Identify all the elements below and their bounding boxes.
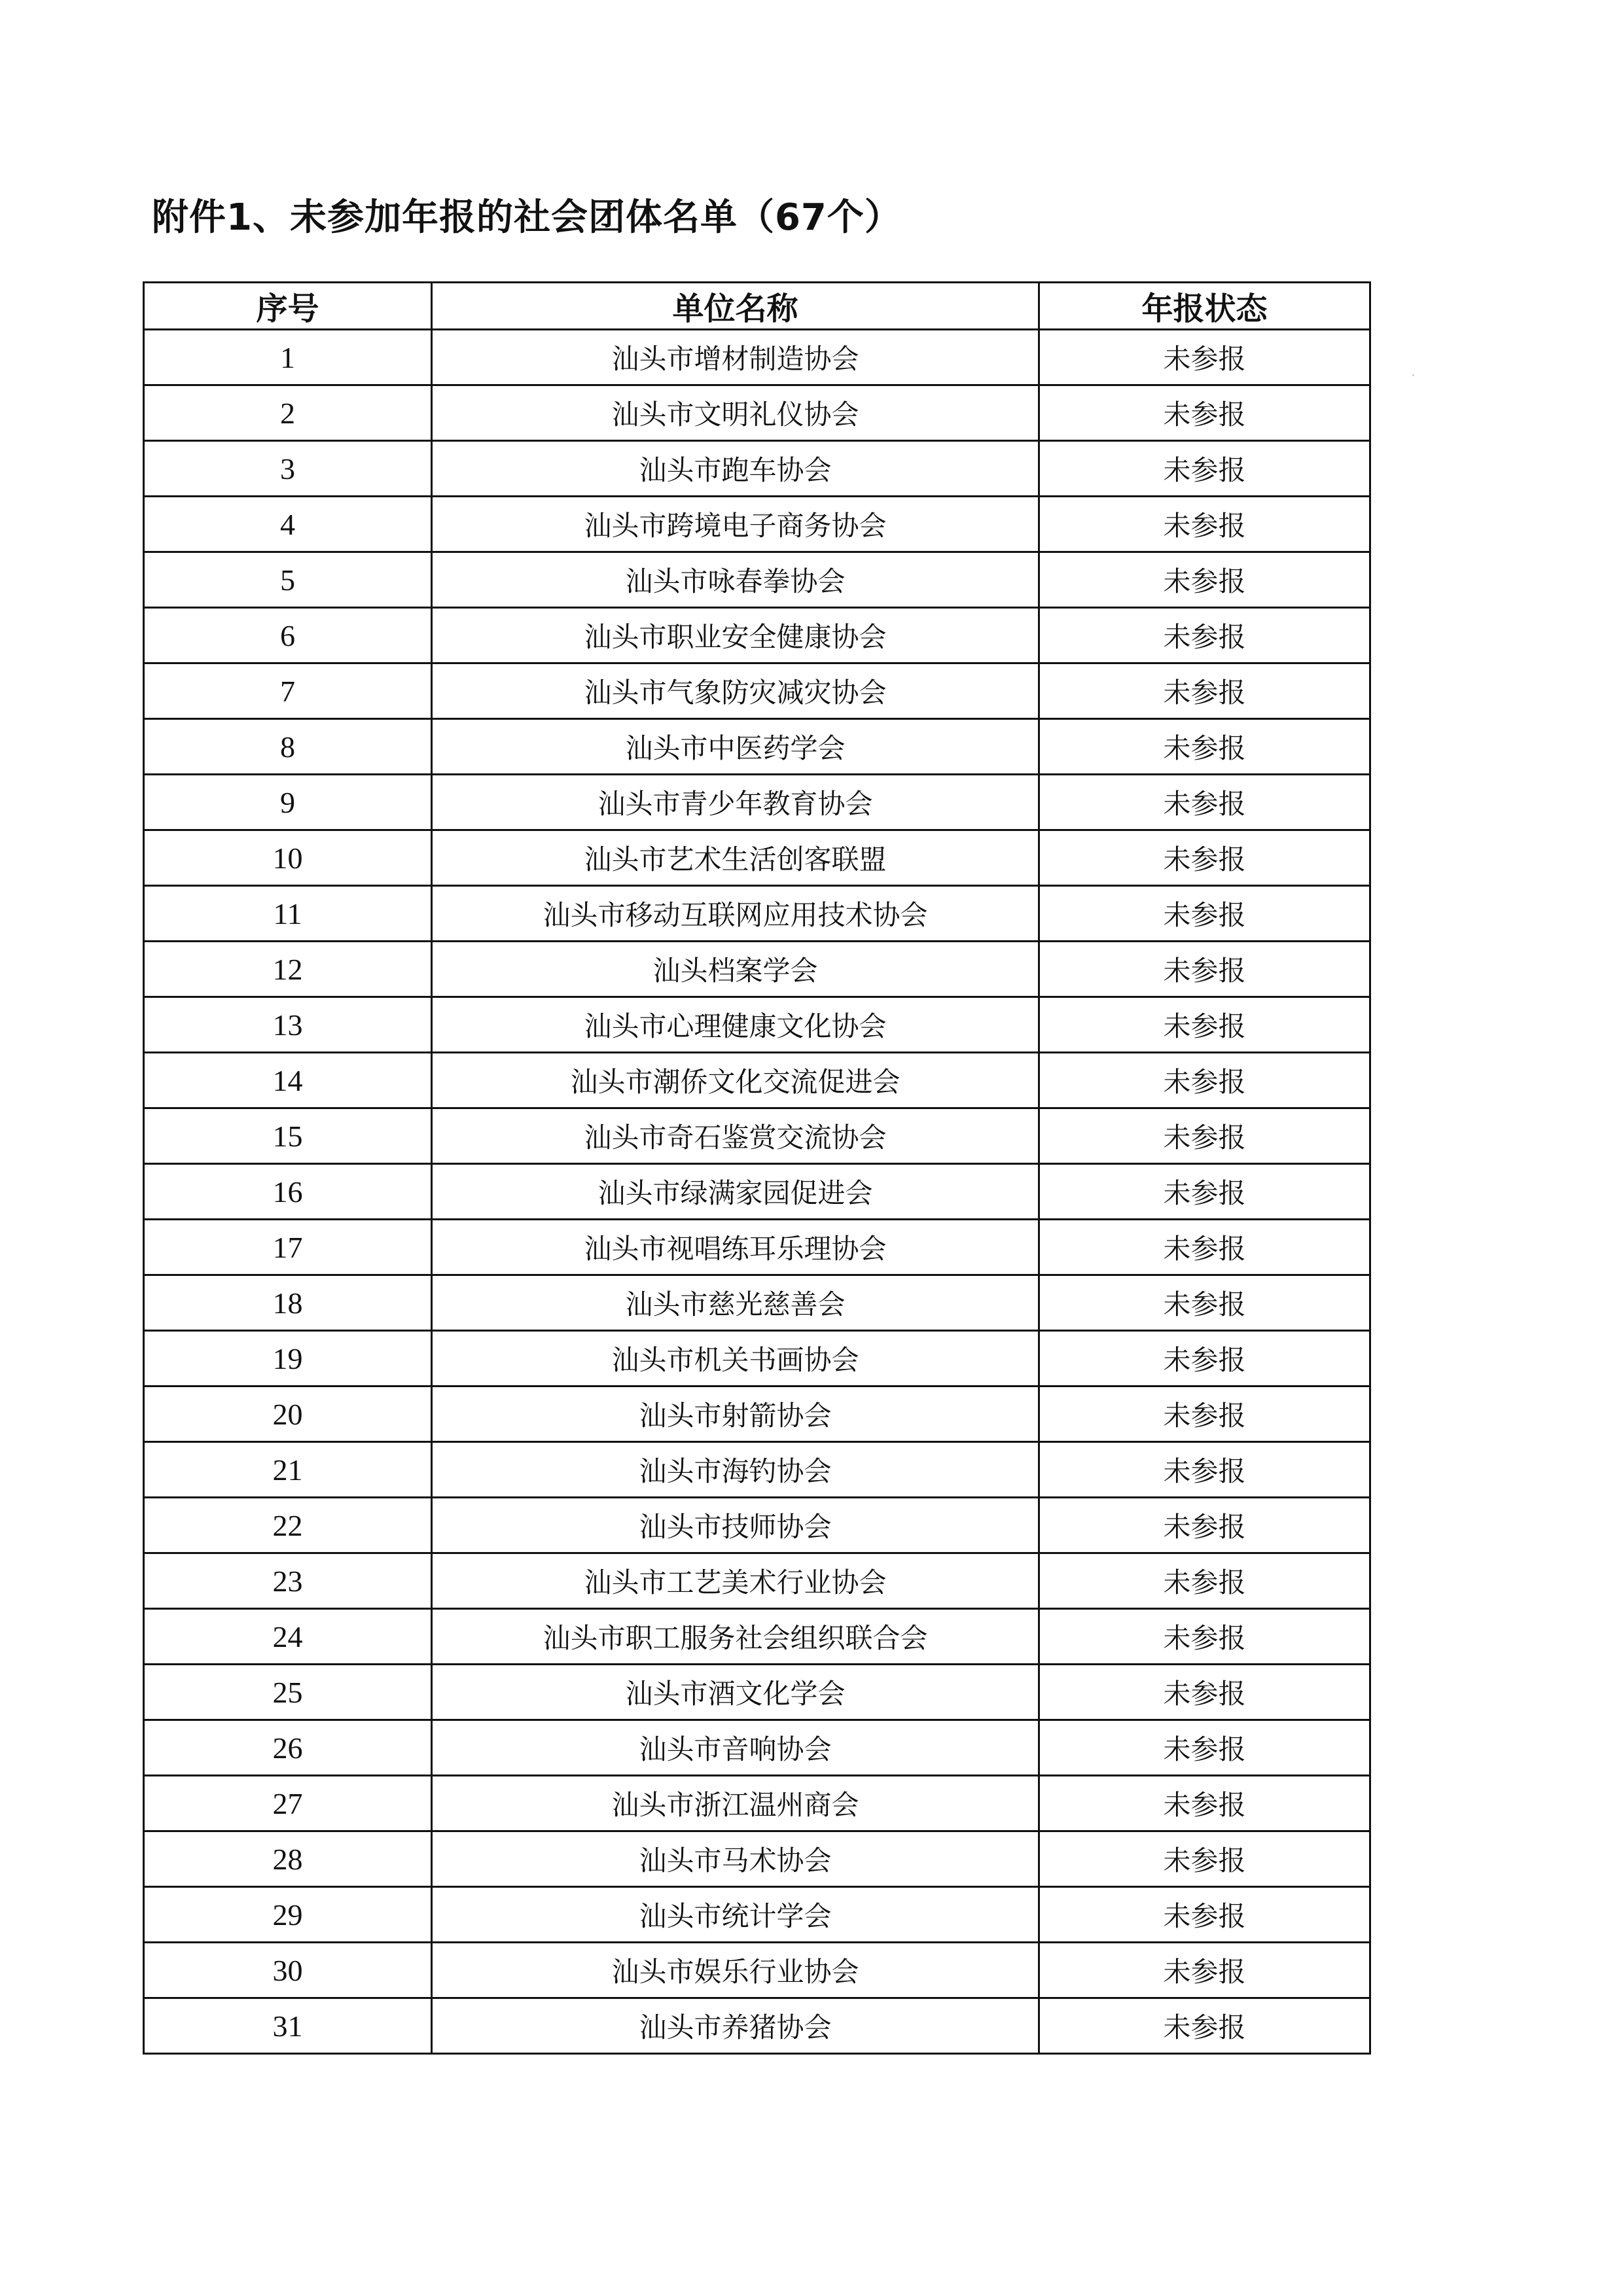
row-organization-name: 汕头市移动互联网应用技术协会 bbox=[432, 886, 1039, 942]
table-row bbox=[144, 719, 1370, 775]
row-seq: 8 bbox=[144, 719, 432, 775]
table-row bbox=[144, 1831, 1370, 1887]
row-report-status: 未参报 bbox=[1039, 1108, 1370, 1164]
row-organization-name: 汕头市中医药学会 bbox=[432, 719, 1039, 775]
row-organization-name: 汕头市视唱练耳乐理协会 bbox=[432, 1220, 1039, 1275]
table-row bbox=[144, 830, 1370, 886]
header-status: 年报状态 bbox=[1039, 283, 1370, 330]
row-organization-name: 汕头市酒文化学会 bbox=[432, 1665, 1039, 1720]
row-report-status: 未参报 bbox=[1039, 1776, 1370, 1831]
row-seq: 4 bbox=[144, 497, 432, 552]
row-seq: 20 bbox=[144, 1386, 432, 1442]
table-row bbox=[144, 1220, 1370, 1275]
row-organization-name: 汕头市马术协会 bbox=[432, 1831, 1039, 1887]
row-organization-name: 汕头市增材制造协会 bbox=[432, 330, 1039, 385]
table-row bbox=[144, 886, 1370, 942]
row-seq: 30 bbox=[144, 1943, 432, 1998]
row-seq: 3 bbox=[144, 441, 432, 497]
row-organization-name: 汕头市海钓协会 bbox=[432, 1442, 1039, 1498]
row-organization-name: 汕头市机关书画协会 bbox=[432, 1331, 1039, 1386]
table-row bbox=[144, 1108, 1370, 1164]
row-report-status: 未参报 bbox=[1039, 552, 1370, 608]
row-report-status: 未参报 bbox=[1039, 385, 1370, 441]
row-organization-name: 汕头市气象防灾减灾协会 bbox=[432, 663, 1039, 719]
row-organization-name: 汕头市职工服务社会组织联合会 bbox=[432, 1609, 1039, 1665]
row-seq: 5 bbox=[144, 552, 432, 608]
row-report-status: 未参报 bbox=[1039, 775, 1370, 830]
row-organization-name: 汕头市职业安全健康协会 bbox=[432, 608, 1039, 663]
row-report-status: 未参报 bbox=[1039, 942, 1370, 997]
table-row bbox=[144, 1053, 1370, 1108]
row-organization-name: 汕头市潮侨文化交流促进会 bbox=[432, 1053, 1039, 1108]
table-row bbox=[144, 663, 1370, 719]
table-row bbox=[144, 1943, 1370, 1998]
row-report-status: 未参报 bbox=[1039, 1943, 1370, 1998]
row-seq: 9 bbox=[144, 775, 432, 830]
row-report-status: 未参报 bbox=[1039, 719, 1370, 775]
row-report-status: 未参报 bbox=[1039, 663, 1370, 719]
row-report-status: 未参报 bbox=[1039, 1831, 1370, 1887]
table-row bbox=[144, 1665, 1370, 1720]
table-row bbox=[144, 997, 1370, 1053]
row-report-status: 未参报 bbox=[1039, 1220, 1370, 1275]
table-row bbox=[144, 1553, 1370, 1609]
header-seq: 序号 bbox=[144, 283, 432, 330]
row-organization-name: 汕头市艺术生活创客联盟 bbox=[432, 830, 1039, 886]
row-report-status: 未参报 bbox=[1039, 1720, 1370, 1776]
row-seq: 31 bbox=[144, 1998, 432, 2054]
row-seq: 19 bbox=[144, 1331, 432, 1386]
row-report-status: 未参报 bbox=[1039, 1609, 1370, 1665]
row-report-status: 未参报 bbox=[1039, 1887, 1370, 1943]
table-row bbox=[144, 775, 1370, 830]
row-organization-name: 汕头市统计学会 bbox=[432, 1887, 1039, 1943]
table-row bbox=[144, 1720, 1370, 1776]
unreported-organizations-table bbox=[143, 281, 1371, 2055]
row-report-status: 未参报 bbox=[1039, 1164, 1370, 1220]
row-report-status: 未参报 bbox=[1039, 608, 1370, 663]
row-organization-name: 汕头市养猪协会 bbox=[432, 1998, 1039, 2054]
row-report-status: 未参报 bbox=[1039, 1386, 1370, 1442]
row-report-status: 未参报 bbox=[1039, 830, 1370, 886]
row-seq: 10 bbox=[144, 830, 432, 886]
table-row bbox=[144, 1887, 1370, 1943]
row-organization-name: 汕头市技师协会 bbox=[432, 1498, 1039, 1553]
row-seq: 28 bbox=[144, 1831, 432, 1887]
row-report-status: 未参报 bbox=[1039, 497, 1370, 552]
row-report-status: 未参报 bbox=[1039, 1553, 1370, 1609]
row-seq: 21 bbox=[144, 1442, 432, 1498]
table-header-row bbox=[144, 283, 1370, 330]
row-organization-name: 汕头市跑车协会 bbox=[432, 441, 1039, 497]
table-row bbox=[144, 330, 1370, 385]
row-organization-name: 汕头市咏春拳协会 bbox=[432, 552, 1039, 608]
header-name: 单位名称 bbox=[432, 283, 1039, 330]
row-seq: 2 bbox=[144, 385, 432, 441]
row-report-status: 未参报 bbox=[1039, 1331, 1370, 1386]
table-row bbox=[144, 1498, 1370, 1553]
row-organization-name: 汕头市音响协会 bbox=[432, 1720, 1039, 1776]
table-row bbox=[144, 608, 1370, 663]
page-title: 附件1、未参加年报的社会团体名单（67个） bbox=[152, 196, 902, 239]
row-seq: 23 bbox=[144, 1553, 432, 1609]
row-organization-name: 汕头市青少年教育协会 bbox=[432, 775, 1039, 830]
table-row bbox=[144, 1998, 1370, 2054]
row-organization-name: 汕头市跨境电子商务协会 bbox=[432, 497, 1039, 552]
row-report-status: 未参报 bbox=[1039, 1053, 1370, 1108]
row-seq: 12 bbox=[144, 942, 432, 997]
row-seq: 22 bbox=[144, 1498, 432, 1553]
row-seq: 29 bbox=[144, 1887, 432, 1943]
row-report-status: 未参报 bbox=[1039, 1665, 1370, 1720]
row-seq: 6 bbox=[144, 608, 432, 663]
row-seq: 17 bbox=[144, 1220, 432, 1275]
row-seq: 1 bbox=[144, 330, 432, 385]
scan-speck bbox=[1412, 374, 1414, 376]
row-organization-name: 汕头市绿满家园促进会 bbox=[432, 1164, 1039, 1220]
table-row bbox=[144, 1776, 1370, 1831]
table-row bbox=[144, 385, 1370, 441]
row-report-status: 未参报 bbox=[1039, 441, 1370, 497]
table-row bbox=[144, 1164, 1370, 1220]
table-row bbox=[144, 942, 1370, 997]
row-seq: 14 bbox=[144, 1053, 432, 1108]
row-seq: 26 bbox=[144, 1720, 432, 1776]
row-organization-name: 汕头市慈光慈善会 bbox=[432, 1275, 1039, 1331]
row-seq: 18 bbox=[144, 1275, 432, 1331]
row-seq: 27 bbox=[144, 1776, 432, 1831]
row-seq: 25 bbox=[144, 1665, 432, 1720]
table-row bbox=[144, 1275, 1370, 1331]
table-body bbox=[144, 330, 1370, 2054]
row-report-status: 未参报 bbox=[1039, 997, 1370, 1053]
row-seq: 7 bbox=[144, 663, 432, 719]
row-organization-name: 汕头档案学会 bbox=[432, 942, 1039, 997]
table-row bbox=[144, 1609, 1370, 1665]
row-report-status: 未参报 bbox=[1039, 1275, 1370, 1331]
table-row bbox=[144, 1386, 1370, 1442]
row-seq: 16 bbox=[144, 1164, 432, 1220]
row-organization-name: 汕头市娱乐行业协会 bbox=[432, 1943, 1039, 1998]
table-row bbox=[144, 441, 1370, 497]
row-report-status: 未参报 bbox=[1039, 1498, 1370, 1553]
row-organization-name: 汕头市浙江温州商会 bbox=[432, 1776, 1039, 1831]
row-organization-name: 汕头市心理健康文化协会 bbox=[432, 997, 1039, 1053]
row-report-status: 未参报 bbox=[1039, 886, 1370, 942]
table-row bbox=[144, 552, 1370, 608]
row-seq: 24 bbox=[144, 1609, 432, 1665]
row-report-status: 未参报 bbox=[1039, 330, 1370, 385]
row-seq: 11 bbox=[144, 886, 432, 942]
row-seq: 15 bbox=[144, 1108, 432, 1164]
table-row bbox=[144, 1442, 1370, 1498]
table-row bbox=[144, 1331, 1370, 1386]
row-organization-name: 汕头市奇石鉴赏交流协会 bbox=[432, 1108, 1039, 1164]
row-organization-name: 汕头市射箭协会 bbox=[432, 1386, 1039, 1442]
table-row bbox=[144, 497, 1370, 552]
row-organization-name: 汕头市文明礼仪协会 bbox=[432, 385, 1039, 441]
row-organization-name: 汕头市工艺美术行业协会 bbox=[432, 1553, 1039, 1609]
row-report-status: 未参报 bbox=[1039, 1442, 1370, 1498]
row-seq: 13 bbox=[144, 997, 432, 1053]
row-report-status: 未参报 bbox=[1039, 1998, 1370, 2054]
